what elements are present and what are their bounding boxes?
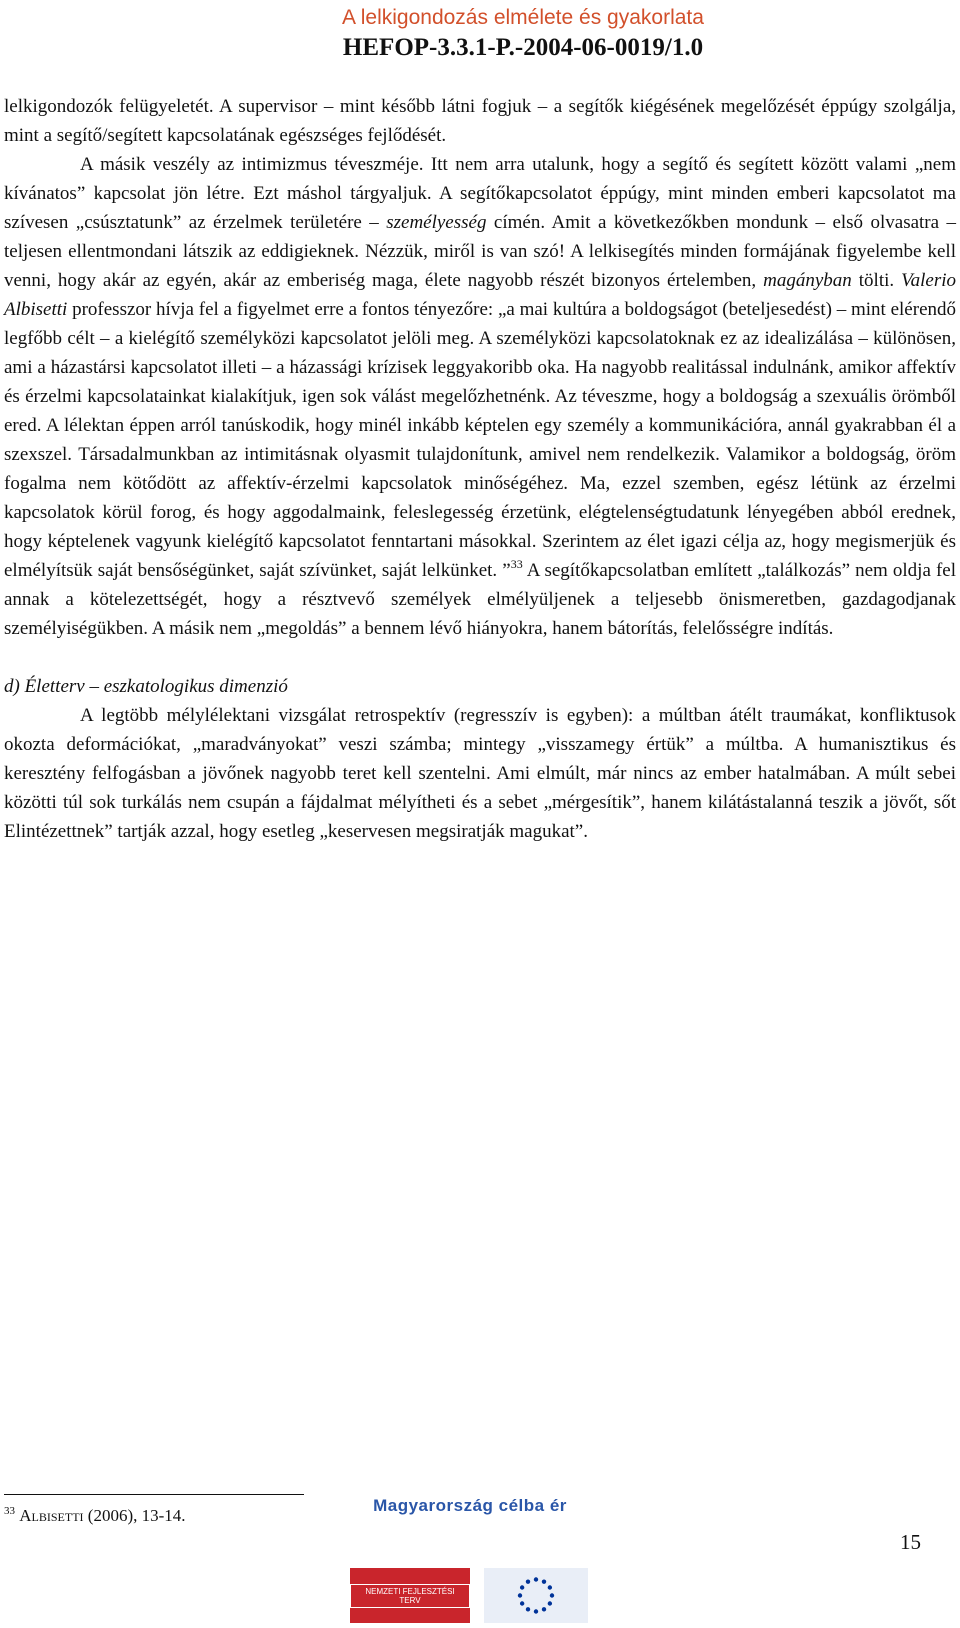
- nft-logo-text: NEMZETI FEJLESZTÉSI TERV: [350, 1584, 470, 1608]
- footnote-divider: [4, 1494, 304, 1495]
- footnote-reference: 33: [510, 557, 523, 571]
- eu-star-icon: [548, 1585, 552, 1589]
- eu-star-icon: [548, 1601, 552, 1605]
- eu-stars: [518, 1577, 554, 1613]
- emphasis-author-name: Valerio Albisetti: [4, 270, 957, 320]
- header-title: A lelkigondozás elmélete és gyakorlata: [342, 6, 704, 29]
- eu-flag-graphic: [484, 1568, 588, 1623]
- page-number: 15: [900, 1530, 921, 1554]
- eu-star-icon: [542, 1607, 546, 1611]
- eu-star-icon: [520, 1601, 524, 1605]
- paragraph-life-plan: A legtöbb mélylélektani vizsgálat retrospektív (regresszív is egyben): a múltban átélt traumákat, konfliktusok okozta deformációkat, „maradványokat” veszi számba; mintegy „visszamegy értük” a múltba. A humanisztikus és keresztény felfogásban a jövőnek nagyobb teret kell szentelni. Ami elmúlt, már nincs az ember hatalmában. A múlt sebei közötti túl sok turkálás nem csupán a fájdalmat mélyítheti és a sebet „mérgesítik”, hanem kilátástalanná teszik a jövőt, sőt Elintézettnek” tartják azzal, hogy esetleg „keservesen megsiratják magukat”.: [4, 705, 956, 842]
- paragraph-continuation: lelkigondozók felügyeletét. A supervisor – mint később látni fogjuk – a segítők kiégésének megelőzését éppúgy szolgálja, mint a segítő/segített kapcsolatának egészséges fejlődését.: [4, 96, 956, 146]
- eu-star-icon: [526, 1607, 530, 1611]
- eu-flag-icon: [484, 1568, 588, 1623]
- footnote-citation: (2006), 13-14.: [83, 1506, 186, 1525]
- slogan-logo: Magyarország célba ér: [373, 1496, 567, 1515]
- text-run: A másik veszély az intimizmus téveszméje. Itt nem arra utalunk, hogy a segítő és segített között valami „nem kívánatos” kapcsolat jön létre. Ezt máshol tárgyaljuk. A segítőkapcsolatot éppúgy, mint minden emberi kapcsolatot ma szívesen „csúsztatunk” az érzelmek területére –: [4, 154, 956, 233]
- eu-star-icon: [518, 1593, 522, 1597]
- eu-star-icon: [534, 1577, 538, 1581]
- eu-star-icon: [534, 1609, 538, 1613]
- eu-star-icon: [526, 1579, 530, 1583]
- emphasis-solitude: magányban: [763, 270, 852, 291]
- text-run: A segítőkapcsolatban említett „találkozás” nem oldja fel annak a kötelezettségét, hogy a résztvevő személyek elmélyüljenek a teljesebb önismeretben, gazdagodjanak személyiségükben. A másik nem „megoldás” a bennem lévő hiányokra, hanem bátorítás, felelősségre indítás.: [4, 560, 956, 639]
- text-run: professzor hívja fel a figyelmet erre a fontos tényezőre: „a mai kultúra a boldogságot (beteljesedést) – mint elérendő legfőbb célt – a kielégítő személyközi kapcsolatot jelöli meg. A személyközi kapcsolatoknak ez az idealizálása – különösen, ami a házastársi kapcsolatot illeti – a házassági krízisek leggyakoribb oka. Ha nagyobb realitással indulnánk, amikor affektív és érzelmi kapcsolatainkat kialakítjuk, igen sok válást megelőzhetnénk. Az téveszme, hogy a boldogság a szexuális örömből ered. A lélektan éppen arról tanúskodik, hogy minél inkább képtelen egy személy a kommunikációra, annál gyakrabban él a szexszel. Társadalmunkban az intimitásnak olyasmit tulajdonítunk, amivel nem rendelkezik. Valamikor a boldogság, öröm fogalma nem kötődött az affektív-érzelmi kapcsolatok minőségéhez. Ma, ezzel szemben, egész létünk az érzelmi kapcsolatok körül forog, és hogy aggodalmaink, feleslegesség érzetünk, elégtelenségtudatunk lényegében abból erednek, hogy képtelenek vagyunk kielégítő kapcsolatot fenntartani másokkal. Szerintem az élet igazi célja az, hogy megismerjük és elmélyítsük saját bensőségünket, saját szívünket, saját lelkünket. ”: [4, 299, 957, 581]
- funding-logos: [350, 1496, 590, 1623]
- section-heading: d) Életterv – eszkatologikus dimenzió: [4, 676, 288, 697]
- footnote-number: 33: [4, 1505, 15, 1517]
- footnote-author: Albisetti: [19, 1506, 84, 1525]
- text-run: tölti.: [858, 270, 895, 291]
- paragraph-intimism: [4, 150, 956, 643]
- eu-star-icon: [550, 1593, 554, 1597]
- eu-star-icon: [542, 1579, 546, 1583]
- text-run: címén. Amit a következőkben mondunk – első olvasatra – teljesen ellentmondani látszik az eddigieknek. Nézzük, miről is van szó! A lelkisegítés minden formájának figyelembe kell venni, hogy akár az egyén, akár az emberiség maga, élete nagyobb részét bizonyos értelemben,: [4, 212, 956, 291]
- header-project-code: HEFOP-3.3.1-P.-2004-06-0019/1.0: [342, 34, 704, 61]
- emphasis-personality: személyesség: [386, 212, 487, 233]
- eu-star-icon: [520, 1585, 524, 1589]
- main-text: [4, 92, 956, 846]
- footnote: [4, 1506, 186, 1526]
- nft-logo: [350, 1568, 470, 1623]
